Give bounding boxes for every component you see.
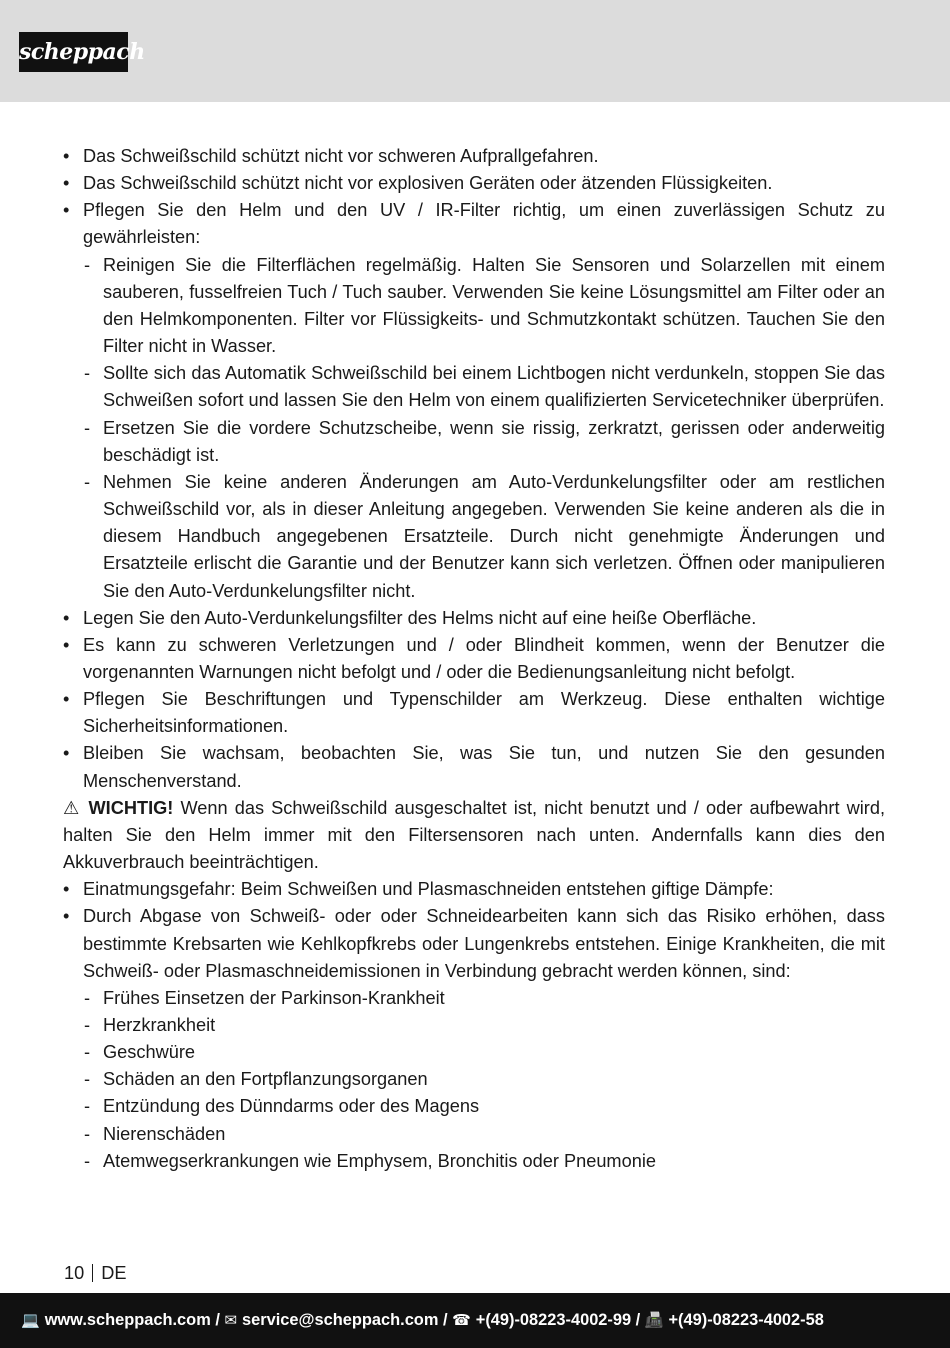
item-text: Nehmen Sie keine anderen Änderungen am Auto-Verdunkelungsfilter oder am restlichen Schweißschild vor, als in dieser Anleitung angegeben. Verwenden Sie keine anderen als die in diesem Handbuch angegebenen Ersatzteile. Durch nicht genehmigte Änderungen und Ersatzteile erlischt die Garantie und der Benutzer kann sich verletzen. Öffnen oder manipulieren Sie den Auto-Verdunkelungsfilter nicht. bbox=[103, 471, 885, 601]
page-divider bbox=[92, 1264, 93, 1282]
computer-icon: 💻 bbox=[21, 1312, 40, 1329]
dash-item bbox=[63, 252, 885, 361]
bullet-marker: • bbox=[63, 173, 70, 194]
item-text: Schäden an den Fortpflanzungsorganen bbox=[103, 1069, 428, 1090]
dash-item bbox=[63, 469, 885, 605]
dash-marker: - bbox=[84, 417, 91, 438]
bullet-marker: • bbox=[63, 879, 70, 900]
item-text: Ersetzen Sie die vordere Schutzscheibe, wenn sie rissig, zerkratzt, gerissen oder anderweitig beschädigt ist. bbox=[103, 417, 885, 465]
dash-marker: - bbox=[84, 1123, 91, 1144]
item-text: Bleiben Sie wachsam, beobachten Sie, was Sie tun, und nutzen Sie den gesunden Menschenverstand. bbox=[83, 743, 885, 791]
item-text: Reinigen Sie die Filterflächen regelmäßig. Halten Sie Sensoren und Solarzellen mit einem sauberen, fusselfreien Tuch / Tuch sauber. Verwenden Sie keine Lösungsmittel am Filter oder an den Helmkomponenten. Filter vor Flüssigkeits- und Schmutzkontakt schützen. Tauchen Sie den Filter nicht in Wasser. bbox=[103, 254, 885, 357]
dash-item bbox=[63, 1066, 885, 1093]
item-text: Pflegen Sie den Helm und den UV / IR-Filter richtig, um einen zuverlässigen Schutz zu gewährleisten: bbox=[83, 200, 885, 248]
item-text: Entzündung des Dünndarms oder des Magens bbox=[103, 1096, 480, 1117]
contact-bar bbox=[0, 1293, 950, 1348]
dash-marker: - bbox=[84, 1150, 91, 1171]
item-text: Atemwegserkrankungen wie Emphysem, Bronchitis oder Pneumonie bbox=[103, 1150, 656, 1171]
dash-marker: - bbox=[84, 363, 91, 384]
bullet-marker: • bbox=[63, 607, 70, 628]
item-text: Einatmungsgefahr: Beim Schweißen und Plasmaschneiden entstehen giftige Dämpfe: bbox=[83, 879, 774, 900]
website-link[interactable]: www.scheppach.com / bbox=[44, 1311, 220, 1329]
note-text: Wenn das Schweißschild ausgeschaltet ist, nicht benutzt und / oder aufbewahrt wird, halten Sie den Helm immer mit den Filtersensoren nach unten. Andernfalls kann dies den Akkuverbrauch beeinträchtigen. bbox=[63, 797, 885, 873]
bullet-marker: • bbox=[63, 146, 70, 166]
dash-marker: - bbox=[84, 1042, 91, 1063]
bullet-marker: • bbox=[63, 906, 70, 927]
dash-item bbox=[63, 1121, 885, 1148]
dash-marker: - bbox=[84, 254, 91, 275]
dash-item bbox=[63, 985, 885, 1012]
dash-item bbox=[63, 1012, 885, 1039]
bullet-item bbox=[63, 740, 885, 794]
bullet-item bbox=[63, 686, 885, 740]
bullet-item bbox=[63, 170, 885, 197]
safety-instructions bbox=[63, 143, 885, 1175]
dash-item bbox=[63, 360, 885, 414]
item-text: Pflegen Sie Beschriftungen und Typenschilder am Werkzeug. Diese enthalten wichtige Sicherheitsinformationen. bbox=[83, 689, 885, 737]
important-note bbox=[63, 795, 885, 876]
warning-icon: ⚠ bbox=[63, 797, 82, 818]
dash-marker: - bbox=[84, 471, 91, 492]
item-text: Frühes Einsetzen der Parkinson-Krankheit bbox=[103, 987, 445, 1008]
fax-icon: 📠 bbox=[644, 1312, 664, 1329]
phone-number[interactable]: +(49)-08223-4002-99 / bbox=[475, 1311, 641, 1329]
bullet-marker: • bbox=[63, 689, 70, 710]
dash-item bbox=[63, 415, 885, 469]
bullet-item bbox=[63, 876, 885, 903]
dash-item bbox=[63, 1039, 885, 1066]
item-text: Geschwüre bbox=[103, 1042, 195, 1063]
item-text: Durch Abgase von Schweiß- oder oder Schneidearbeiten kann sich das Risiko erhöhen, dass bestimmte Krebsarten wie Kehlkopfkrebs oder Lungenkrebs entstehen. Einige Krankheiten, die mit Schweiß- oder Plasmaschneidemissionen in Verbindung gebracht werden können, sind: bbox=[83, 906, 885, 981]
bullet-item bbox=[63, 903, 885, 984]
scheppach-logo: scheppach bbox=[19, 32, 128, 72]
page-footer bbox=[64, 1259, 127, 1287]
contact-line bbox=[21, 1293, 933, 1348]
dash-marker: - bbox=[84, 1069, 91, 1090]
dash-marker: - bbox=[84, 987, 91, 1008]
page-header bbox=[0, 0, 950, 102]
item-text: Legen Sie den Auto-Verdunkelungsfilter des Helms nicht auf eine heiße Oberfläche. bbox=[83, 607, 757, 628]
bullet-marker: • bbox=[63, 200, 70, 221]
phone-icon: ☎ bbox=[452, 1312, 471, 1329]
item-text: Es kann zu schweren Verletzungen und / oder Blindheit kommen, wenn der Benutzer die vorgenannten Warnungen nicht befolgt und / oder die Bedienungsanleitung nicht befolgt. bbox=[83, 634, 885, 682]
item-text: Nierenschäden bbox=[103, 1123, 226, 1144]
dash-marker: - bbox=[84, 1015, 91, 1035]
bullet-marker: • bbox=[63, 634, 70, 655]
page-number: 10 bbox=[64, 1263, 85, 1283]
item-text: Sollte sich das Automatik Schweißschild bei einem Lichtbogen nicht verdunkeln, stoppen Sie das Schweißen sofort und lassen Sie den Helm von einem qualifizierten Servicetechniker überprüfen. bbox=[103, 363, 885, 411]
bullet-item bbox=[63, 143, 885, 170]
bullet-marker: • bbox=[63, 743, 70, 764]
dash-marker: - bbox=[84, 1096, 91, 1117]
item-text: Das Schweißschild schützt nicht vor explosiven Geräten oder ätzenden Flüssigkeiten. bbox=[83, 173, 773, 194]
bullet-item bbox=[63, 605, 885, 632]
dash-item bbox=[63, 1093, 885, 1120]
important-label: WICHTIG! bbox=[88, 797, 174, 818]
page-language: DE bbox=[101, 1263, 127, 1283]
fax-number: +(49)-08223-4002-58 bbox=[668, 1311, 824, 1329]
bullet-item bbox=[63, 197, 885, 251]
bullet-item bbox=[63, 632, 885, 686]
email-link[interactable]: service@scheppach.com / bbox=[242, 1311, 448, 1329]
mail-icon: ✉ bbox=[224, 1312, 238, 1329]
item-text: Das Schweißschild schützt nicht vor schweren Aufprallgefahren. bbox=[83, 146, 599, 166]
item-text: Herzkrankheit bbox=[103, 1015, 216, 1035]
dash-item bbox=[63, 1148, 885, 1175]
